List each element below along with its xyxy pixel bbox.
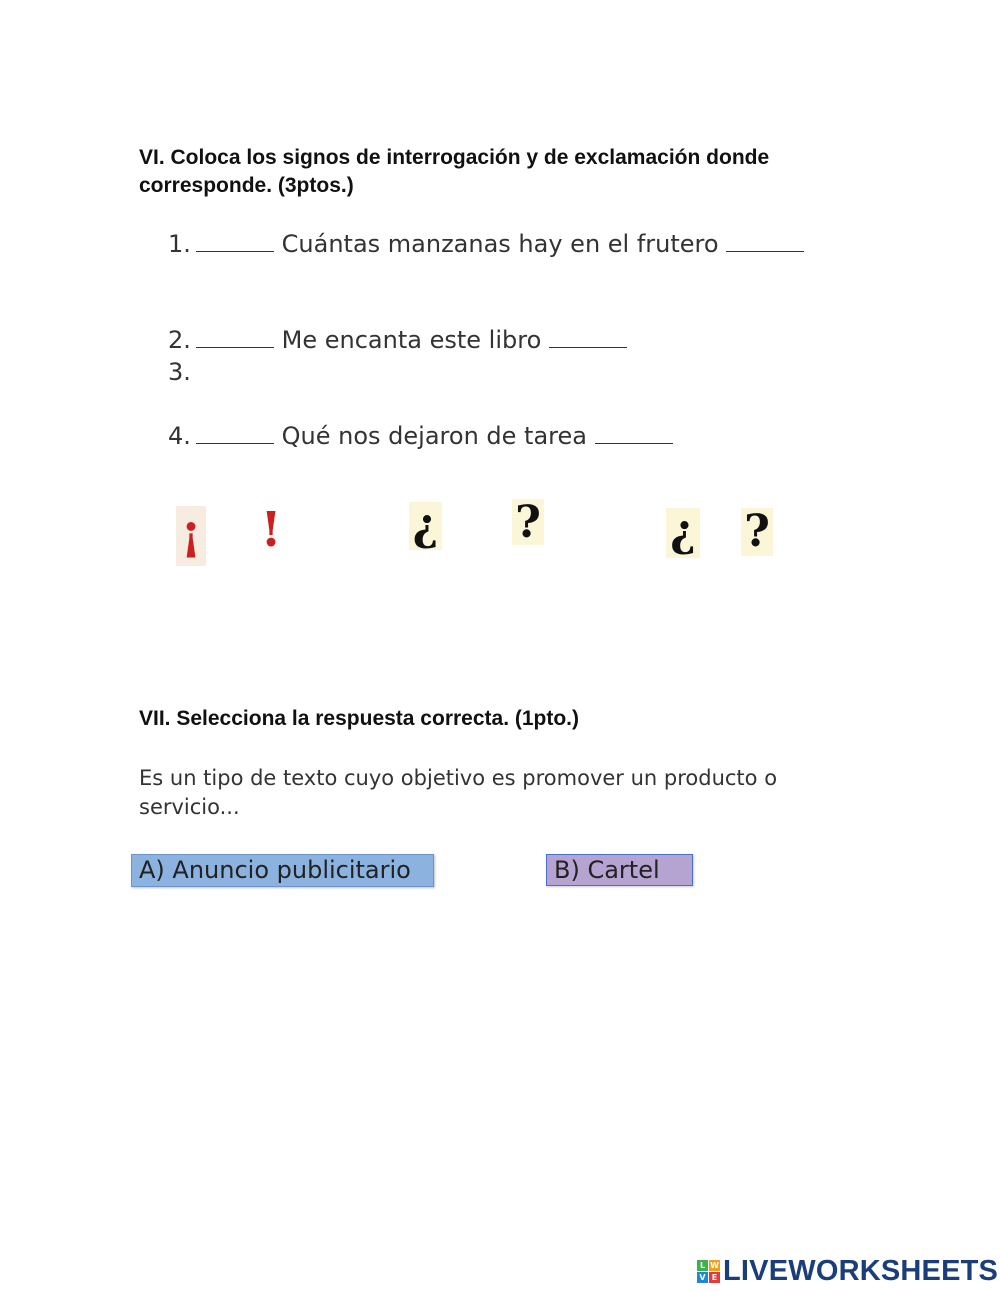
inverted-exclamation-sign[interactable]: ¡ — [176, 506, 206, 566]
logo-block: V — [697, 1272, 708, 1283]
section-vi-title: VI. Coloca los signos de interrogación y de exclamación donde corresponde. (3ptos.) — [139, 146, 770, 197]
answer-blank-end[interactable] — [549, 325, 627, 348]
logo-text: LIVEWORKSHEETS — [723, 1254, 999, 1287]
answer-blank-end[interactable] — [726, 229, 804, 252]
question-text: Es un tipo de texto cuyo objetivo es promover un producto o servicio... — [139, 766, 778, 819]
answer-blank-start[interactable] — [196, 325, 274, 348]
logo-block: L — [697, 1260, 708, 1271]
item-text: Me encanta este libro — [281, 326, 542, 354]
question-sign[interactable]: ? — [741, 508, 773, 556]
exclamation-sign[interactable]: ! — [260, 502, 282, 558]
item-number: 1. — [168, 230, 191, 258]
exercise-item-2 — [168, 325, 627, 355]
exercise-item-3 — [168, 357, 196, 387]
exercise-item-1 — [168, 229, 804, 259]
item-text: Qué nos dejaron de tarea — [281, 422, 587, 450]
item-text: Cuántas manzanas hay en el frutero — [281, 230, 719, 258]
item-number: 2. — [168, 326, 191, 354]
item-number: 4. — [168, 422, 191, 450]
answer-blank-end[interactable] — [595, 421, 673, 444]
option-b-button[interactable]: B) Cartel — [546, 854, 693, 886]
inverted-question-sign[interactable]: ¿ — [409, 502, 442, 550]
option-a-button[interactable]: A) Anuncio publicitario — [131, 854, 434, 887]
exercise-item-4 — [168, 421, 673, 451]
inverted-question-sign[interactable]: ¿ — [666, 508, 700, 558]
liveworksheets-logo — [697, 1254, 998, 1288]
answer-blank-start[interactable] — [196, 229, 274, 252]
question-sign[interactable]: ? — [512, 499, 544, 545]
logo-blocks-icon — [697, 1260, 720, 1283]
item-number: 3. — [168, 358, 191, 386]
logo-block: E — [709, 1272, 720, 1283]
section-vii-title: VII. Selecciona la respuesta correcta. (1pto.) — [139, 707, 580, 730]
logo-block: W — [710, 1260, 719, 1270]
answer-blank-start[interactable] — [196, 421, 274, 444]
